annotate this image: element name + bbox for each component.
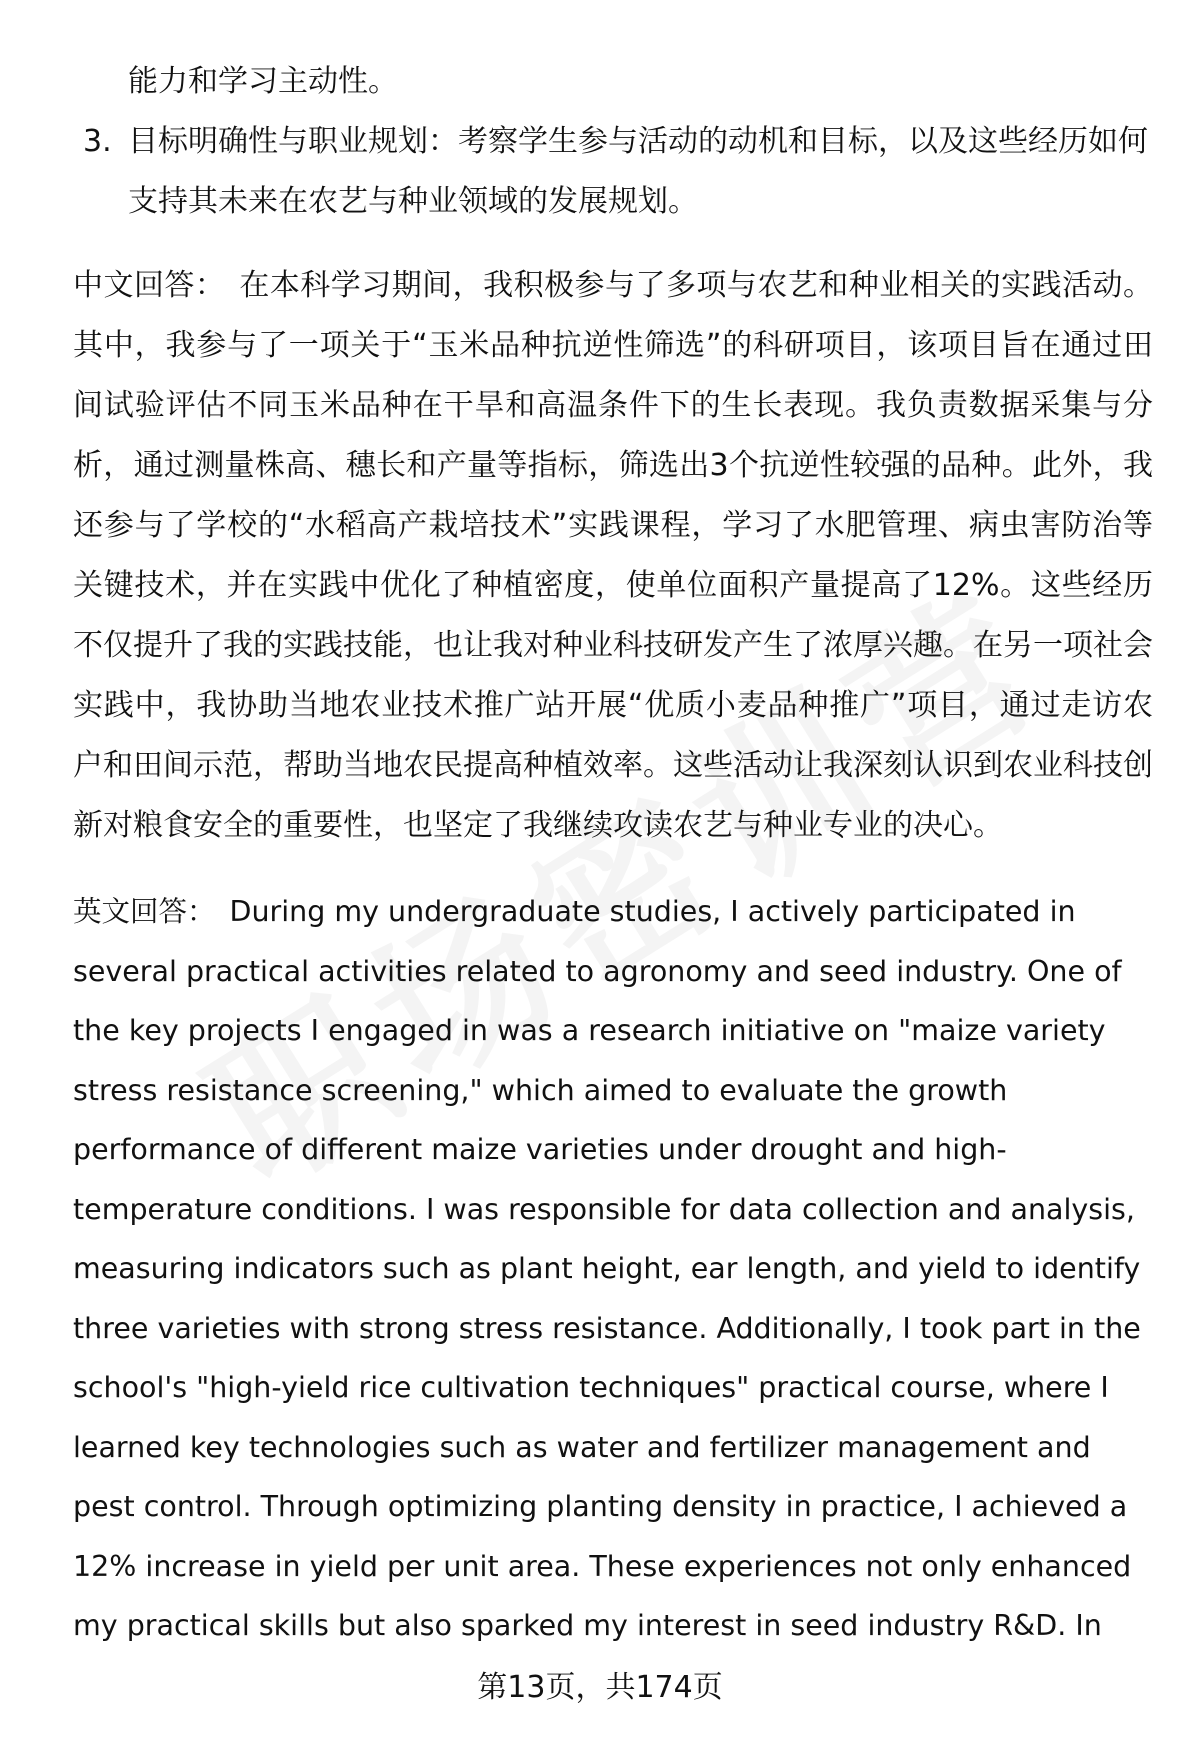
list-item-3 bbox=[73, 112, 1153, 232]
page-number-footer: 第13页，共174页 bbox=[477, 1670, 723, 1705]
english-answer-label: 英文回答： bbox=[73, 895, 216, 928]
list-item-continuation: 能力和学习主动性。 bbox=[128, 64, 398, 99]
list-item-text: 目标明确性与职业规划：考察学生参与活动的动机和目标，以及这些经历如何支持其未来在农艺与种业领域的发展规划。 bbox=[128, 124, 1148, 219]
list-item-number: 3. bbox=[83, 124, 112, 159]
english-answer-text: During my undergraduate studies, I actively participated in several practical activities related to agronomy and seed industry. One of the key projects I engaged in was a research initiative on "maize variety stress resistance screening," which aimed to evaluate the growth performance of different maize varieties under drought and high-temperature conditions. I was responsible for data collection and analysis, measuring indicators such as plant height, ear length, and yield to identify three varieties with strong stress resistance. Additionally, I took part in the school's "high-yield rice cultivation techniques" practical course, where I learned key technologies such as water and fertilizer management and pest control. Through optimizing planting density in practice, I achieved a 12% increase in yield per unit area. These experiences not only enhanced my practical skills but also sparked my interest in seed industry R&D. In bbox=[73, 895, 1141, 1642]
chinese-answer-paragraph bbox=[73, 256, 1153, 856]
chinese-answer-label: 中文回答： bbox=[73, 268, 226, 303]
english-answer-paragraph bbox=[73, 882, 1153, 1656]
chinese-answer-text: 在本科学习期间，我积极参与了多项与农艺和种业相关的实践活动。其中，我参与了一项关于“玉米品种抗逆性筛选”的科研项目，该项目旨在通过田间试验评估不同玉米品种在干旱和高温条件下的生长表现。我负责数据采集与分析，通过测量株高、穗长和产量等指标，筛选出3个抗逆性较强的品种。此外，我还参与了学校的“水稻高产栽培技术”实践课程，学习了水肥管理、病虫害防治等关键技术，并在实践中优化了种植密度，使单位面积产量提高了12%。这些经历不仅提升了我的实践技能，也让我对种业科技研发产生了浓厚兴趣。在另一项社会实践中，我协助当地农业技术推广站开展“优质小麦品种推广”项目，通过走访农户和田间示范，帮助当地农民提高种植效率。这些活动让我深刻认识到农业科技创新对粮食安全的重要性，也坚定了我继续攻读农艺与种业专业的决心。 bbox=[73, 268, 1154, 843]
page-content bbox=[73, 52, 1153, 1656]
